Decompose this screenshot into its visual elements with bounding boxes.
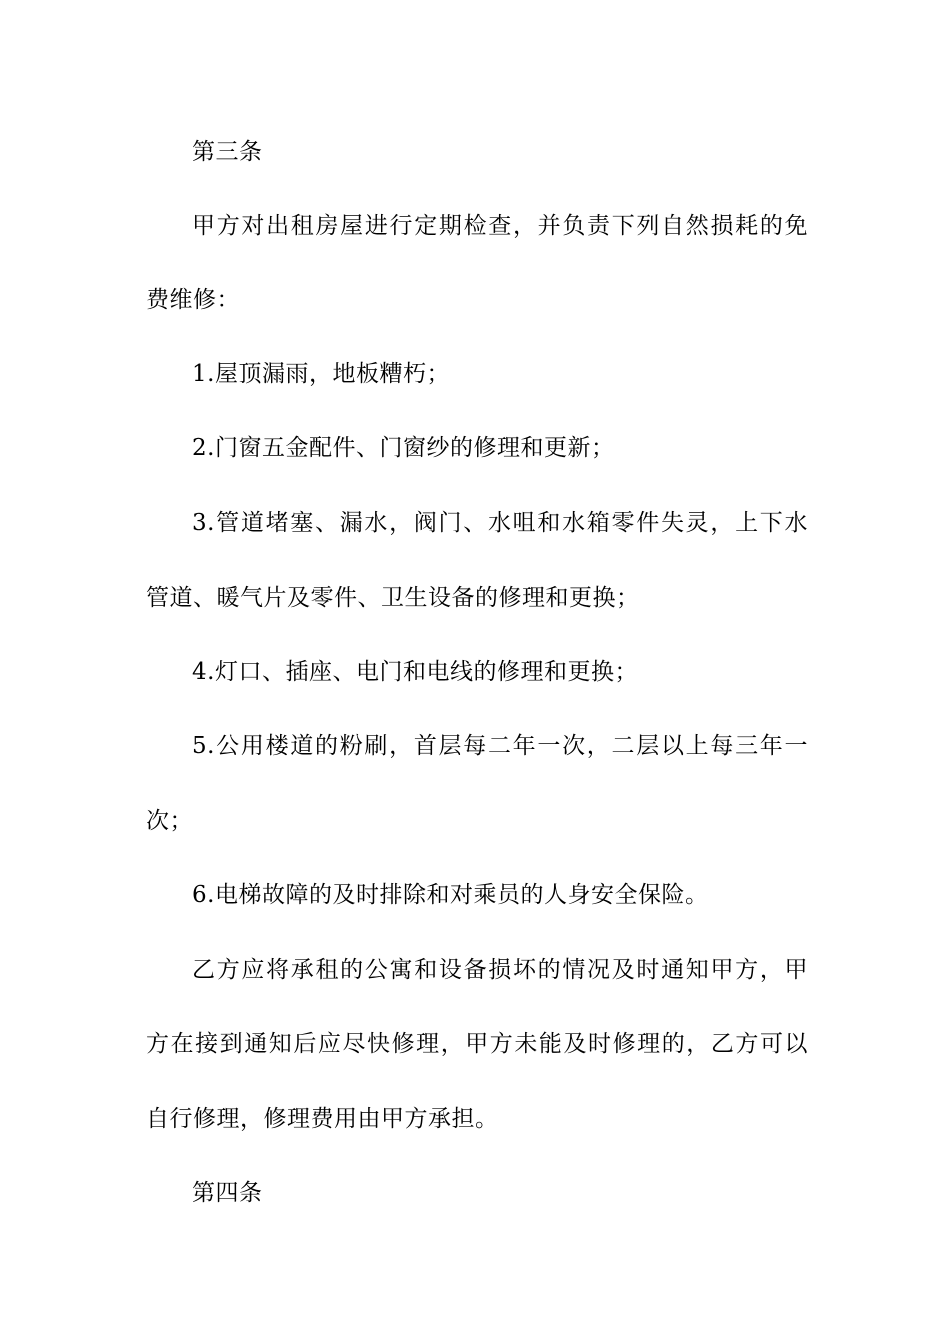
paragraph-line: 费维修： <box>146 287 240 313</box>
list-item-3: 3.管道堵塞、漏水，阀门、水咀和水箱零件失灵，上下水 <box>192 510 808 536</box>
paragraph-line: 甲方对出租房屋进行定期检查，并负责下列自然损耗的免 <box>192 213 808 239</box>
list-item-2: 2.门窗五金配件、门窗纱的修理和更新； <box>192 435 615 461</box>
list-item-1: 1.屋顶漏雨，地板糟朽； <box>192 361 450 387</box>
list-item-5: 5.公用楼道的粉刷，首层每二年一次，二层以上每三年一 <box>192 733 808 759</box>
paragraph-line: 方在接到通知后应尽快修理，甲方未能及时修理的，乙方可以 <box>146 1031 808 1057</box>
article-heading-3: 第三条 <box>192 139 263 165</box>
list-item-5-continued: 次； <box>146 808 193 834</box>
list-item-4: 4.灯口、插座、电门和电线的修理和更换； <box>192 659 638 685</box>
list-item-3-continued: 管道、暖气片及零件、卫生设备的修理和更换； <box>146 585 640 611</box>
paragraph-line: 乙方应将承租的公寓和设备损坏的情况及时通知甲方，甲 <box>192 957 808 983</box>
paragraph-line: 自行修理，修理费用由甲方承担。 <box>146 1106 499 1132</box>
list-item-6: 6.电梯故障的及时排除和对乘员的人身安全保险。 <box>192 882 709 908</box>
article-heading-4: 第四条 <box>192 1180 263 1206</box>
